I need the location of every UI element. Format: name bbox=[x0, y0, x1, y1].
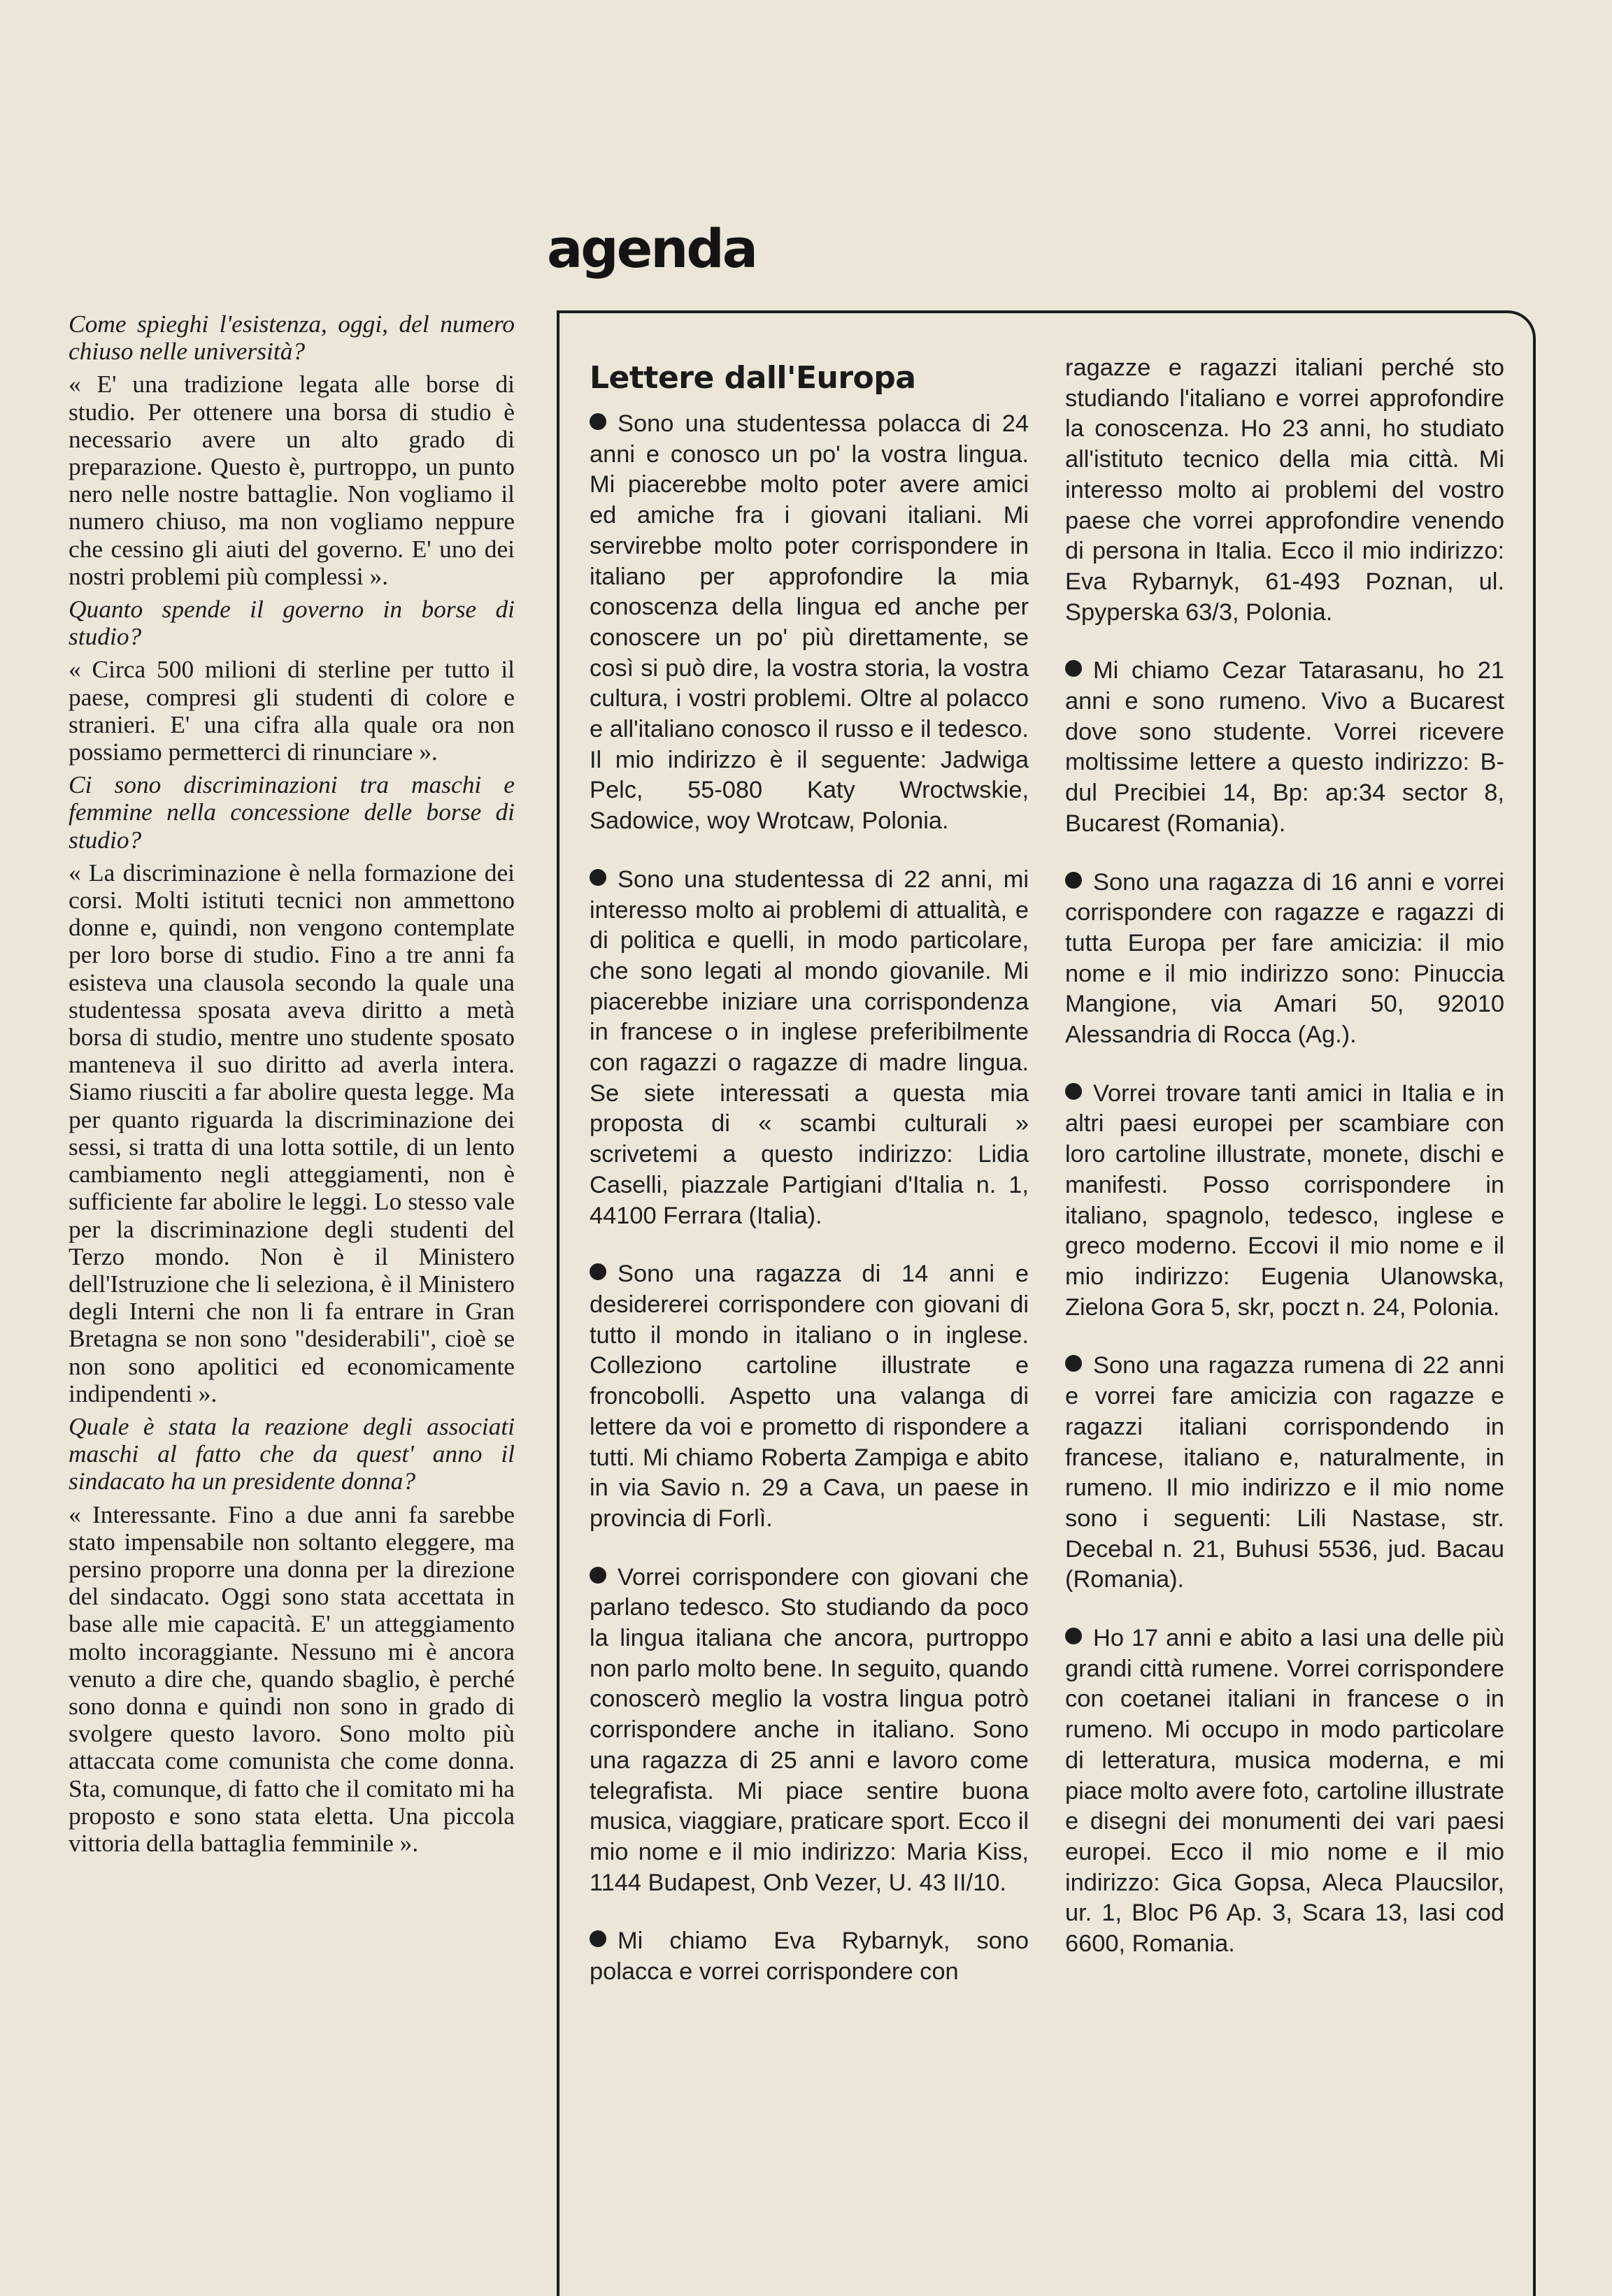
bullet-icon bbox=[1065, 1083, 1082, 1100]
interview-question: Quanto spende il governo in borse di studio? bbox=[69, 595, 515, 651]
bullet-icon bbox=[590, 413, 606, 430]
letters-column-left bbox=[590, 353, 1029, 2016]
letter-text: Sono una studentessa di 22 anni, mi interesso molto ai problemi di attualità, e di politica e quelli, in modo particolare, che sono legati al mondo giovanile. Mi piacerebbe iniziare una corrispondenza in francese o in inglese preferibilmente con ragazzi o ragazze di madre lingua. Se siete interessati a questa mia proposta di « scambi culturali » scrivetemi a questo indirizzo: Lidia Caselli, piazzale Partigiani d'Italia n. 1, 44100 Ferrara (Italia). bbox=[590, 866, 1029, 1229]
letter-item bbox=[1065, 1351, 1504, 1595]
bullet-icon bbox=[590, 869, 606, 886]
bullet-icon bbox=[1065, 1355, 1082, 1372]
interview-question: Ci sono discriminazioni tra maschi e femmine nella concessione delle borse di studio? bbox=[69, 770, 515, 854]
bullet-icon bbox=[590, 1567, 606, 1584]
letter-item bbox=[590, 1926, 1029, 1987]
interview-question: Come spieghi l'esistenza, oggi, del numero chiuso nelle università? bbox=[69, 310, 515, 366]
interview-column bbox=[69, 310, 515, 1863]
bullet-icon bbox=[590, 1930, 606, 1947]
letter-text: Vorrei corrispondere con giovani che parlano tedesco. Sto studiando da poco la lingua italiana che ancora, purtroppo non parlo molto bene. In seguito, quando conoscerò meglio la vostra lingua potrò corrispondere anche in italiano. Sono una ragazza di 25 anni e lavoro come telegrafista. Mi piace sentire buona musica, viaggiare, praticare sport. Ecco il mio nome e il mio indirizzo: Maria Kiss, 1144 Budapest, Onb Vezer, U. 43 II/10. bbox=[590, 1563, 1029, 1896]
letter-continuation: ragazze e ragazzi italiani perché sto studiando l'italiano e vorrei approfondire la conoscenza. Ho 23 anni, ho studiato all'istituto tecnico della mia città. Mi interesso molto ai problemi del vostro paese che vorrei approfondire venendo di persona in Italia. Ecco il mio indirizzo: Eva Rybarnyk, 61-493 Poznan, ul. Spyperska 63/3, Polonia. bbox=[1065, 354, 1504, 626]
letter-item bbox=[590, 1563, 1029, 1899]
interview-answer: « La discriminazione è nella formazione dei corsi. Molti istituti tecnici non ammettono donne e, quindi, non vengono contemplate per loro borse di studio. Fino a tre anni fa esisteva una clausola secondo la quale una studentessa sposata aveva diritto a metà borsa di studio, mentre uno studente sposato manteneva il suo diritto ad averla intera. Siamo riusciti a far abolire questa legge. Ma per quanto riguarda la discriminazione dei sessi, si tratta di una lotta sottile, di un lento cambiamento negli atteggiamenti, non è sufficiente far abolire le leggi. Lo stesso vale per la discriminazione degli studenti del Terzo mondo. Non è il Ministero dell'Istruzione che li seleziona, è il Ministero degli Interni che non li fa entrare in Gran Bretagna se non sono "desiderabili", cioè se non sono apolitici ed economicamente indipendenti ». bbox=[69, 858, 515, 1407]
letter-item bbox=[1065, 1623, 1504, 1960]
letter-item bbox=[590, 409, 1029, 837]
interview-question: Quale è stata la reazione degli associati maschi al fatto che da quest' anno il sindacato ha un presidente donna? bbox=[69, 1412, 515, 1495]
letters-box-heading: Lettere dall'Europa bbox=[590, 360, 916, 396]
letter-text: Sono una ragazza di 16 anni e vorrei corrispondere con ragazze e ragazzi di tutta Europa per fare amicizia: il mio nome e il mio indirizzo sono: Pinuccia Mangione, via Amari 50, 92010 Alessandria di Rocca (Ag.). bbox=[1065, 868, 1504, 1049]
interview-answer: « Interessante. Fino a due anni fa sarebbe stato impensabile non soltanto eleggere, ma persino proporre una donna per la direzione del sindacato. Oggi sono stata accettata in base alle mie capacità. E' un atteggiamento molto incoraggiante. Nessuno mi è ancora venuto a dire che, quando sbaglio, è perché sono donna e quindi non sono in grado di svolgere questo lavoro. Sono molto più attaccata come comunista che come donna. Sta, comunque, di fatto che il comitato mi ha proposto e sono stata eletta. Una piccola vittoria della battaglia femminile ». bbox=[69, 1500, 515, 1857]
letter-item bbox=[1065, 868, 1504, 1051]
interview-answer: « E' una tradizione legata alle borse di studio. Per ottenere una borsa di studio è necessario avere un alto grado di preparazione. Questo è, purtroppo, un punto nero nelle nostre battaglie. Non vogliamo il numero chiuso, ma non vogliamo neppure che cessino gli aiuti del governo. E' uno dei nostri problemi più complessi ». bbox=[69, 370, 515, 590]
letter-item bbox=[590, 1259, 1029, 1534]
letters-column-right bbox=[1065, 353, 1504, 1988]
letter-text: Mi chiamo Cezar Tatarasanu, ho 21 anni e sono rumeno. Vivo a Bucarest dove sono studente. Vorrei ricevere moltissime lettere a questo indirizzo: B-dul Precibiei 14, Bp: ap:34 sector 8, Bucarest (Romania). bbox=[1065, 657, 1504, 837]
letter-text: Vorrei trovare tanti amici in Italia e in altri paesi europei per scambiare con loro cartoline illustrate, monete, dischi e manifesti. Posso corrispondere in italiano, spagnolo, tedesco, inglese e greco moderno. Eccovi il mio nome e il mio indirizzo: Eugenia Ulanowska, Zielona Gora 5, skr, poczt n. 24, Polonia. bbox=[1065, 1079, 1504, 1321]
letter-item bbox=[1065, 1079, 1504, 1323]
letter-text: Mi chiamo Eva Rybarnyk, sono polacca e vorrei corrispondere con bbox=[590, 1928, 1029, 1986]
letter-item bbox=[1065, 656, 1504, 839]
letter-text: Ho 17 anni e abito a Iasi una delle più grandi città rumene. Vorrei corrispondere con coetanei italiani in francese o in rumeno. Mi occupo in modo particolare di letteratura, musica moderna, e mi piace molto avere foto, cartoline illustrate e disegni dei monumenti dei vari paesi europei. Ecco il mio nome e il mio indirizzo: Gica Gopsa, Aleca Plaucsilor, ur. 1, Bloc P6 Ap. 3, Scara 13, Iasi cod 6600, Romania. bbox=[1065, 1625, 1504, 1958]
bullet-icon bbox=[590, 1263, 606, 1280]
letter-item bbox=[590, 865, 1029, 1231]
bullet-icon bbox=[1065, 1628, 1082, 1644]
letter-text: Sono una ragazza rumena di 22 anni e vorrei fare amicizia con ragazze e ragazzi italiani corrispondendo in francese, italiano e, naturalmente, in rumeno. Il mio indirizzo e il mio nome sono i seguenti: Lili Nastase, str. Decebal n. 21, Buhusi 5536, jud. Bacau (Romania). bbox=[1065, 1352, 1504, 1593]
interview-answer: « Circa 500 milioni di sterline per tutto il paese, compresi gli studenti di colore e stranieri. E' una cifra alla quale ora non possiamo permetterci di rinunciare ». bbox=[69, 655, 515, 766]
letter-text: Sono una studentessa polacca di 24 anni e conosco un po' la vostra lingua. Mi piacerebbe molto poter avere amici ed amiche fra i giovani italiani. Mi servirebbe molto poter corrispondere in italiano per approfondire la mia conoscenza della lingua ed anche per conoscere un po' più direttamente, se così si può dire, la vostra storia, la vostra cultura, i vostri problemi. Oltre al polacco e all'italiano conosco il russo e il tedesco. Il mio indirizzo è il seguente: Jadwiga Pelc, 55-080 Katy Wroctwskie, Sadowice, woy Wrotcaw, Polonia. bbox=[590, 410, 1029, 835]
page-title: agenda bbox=[547, 217, 757, 280]
bullet-icon bbox=[1065, 660, 1082, 677]
letter-text: Sono una ragazza di 14 anni e desidererei corrispondere con giovani di tutto il mondo in italiano o in inglese. Colleziono cartoline illustrate e froncobolli. Aspetto una valanga di lettere da voi e prometto di rispondere a tutti. Mi chiamo Roberta Zampiga e abito in via Savio n. 29 a Cava, un paese in provincia di Forlì. bbox=[590, 1261, 1029, 1532]
bullet-icon bbox=[1065, 872, 1082, 889]
